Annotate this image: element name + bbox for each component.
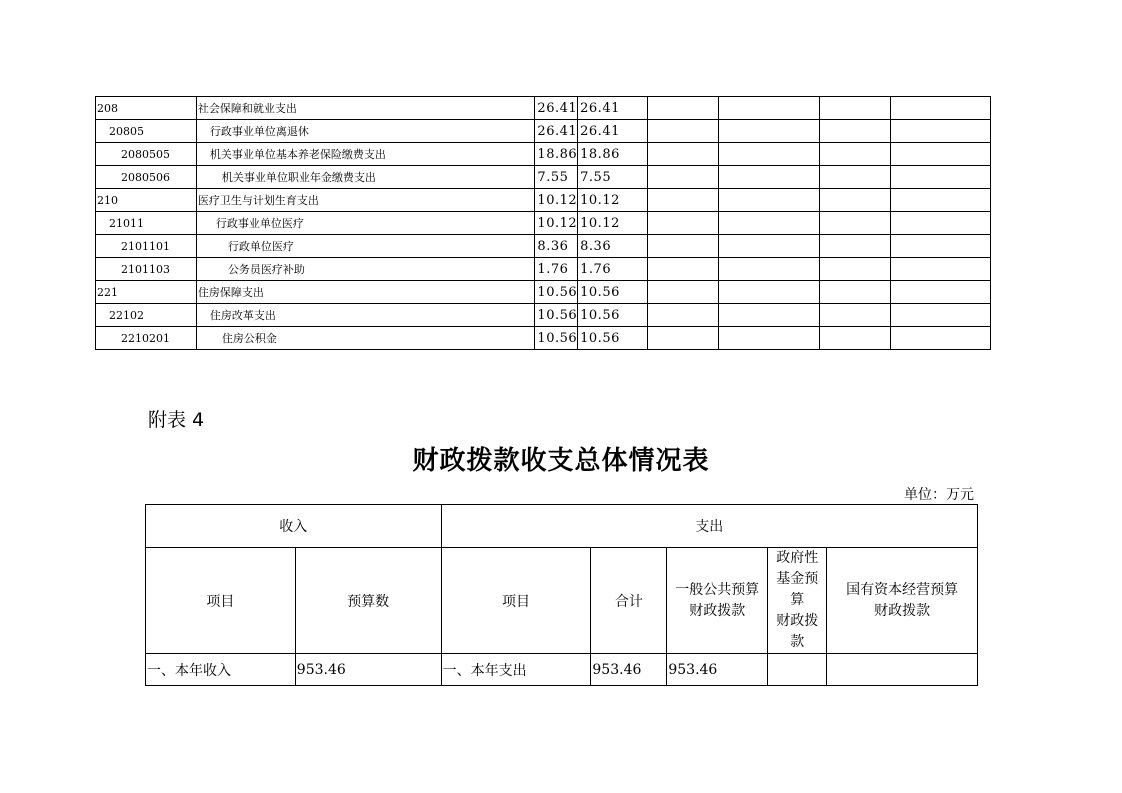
fiscal-summary-table: [145, 504, 978, 686]
row-name: 社会保障和就业支出: [196, 97, 535, 120]
row-empty-cell: [820, 281, 891, 304]
row-empty-cell: [718, 166, 820, 189]
col-general-budget: [667, 548, 768, 654]
row-value-2: 8.36: [578, 235, 648, 258]
table-row: [96, 327, 991, 350]
col-general-line2: 财政拨款: [689, 602, 746, 619]
row-name: 住房保障支出: [196, 281, 535, 304]
row-value-2: 1.76: [578, 258, 648, 281]
row-empty-cell: [891, 304, 991, 327]
row-empty-cell: [820, 97, 891, 120]
row-empty-cell: [648, 120, 719, 143]
row-value-2: 10.56: [578, 281, 648, 304]
expense-header: 支出: [441, 505, 977, 548]
row-name: 公务员医疗补助: [196, 258, 535, 281]
row-name: 行政事业单位医疗: [196, 212, 535, 235]
table-row: [96, 304, 991, 327]
row-empty-cell: [820, 235, 891, 258]
col-gov-fund-line2: 基金预: [776, 571, 819, 587]
row-name: 行政事业单位离退休: [196, 120, 535, 143]
row-value-2: 7.55: [578, 166, 648, 189]
expense-item-cell: 一、本年支出: [441, 654, 591, 686]
row-empty-cell: [648, 97, 719, 120]
row-code: 20805: [96, 120, 197, 143]
row-value-1: 7.55: [535, 166, 578, 189]
row-empty-cell: [820, 143, 891, 166]
col-budget: 预算数: [295, 548, 441, 654]
row-empty-cell: [891, 143, 991, 166]
row-empty-cell: [891, 166, 991, 189]
row-code: 2210201: [96, 327, 197, 350]
col-gov-fund-line4: 财政拨: [776, 613, 819, 629]
row-value-1: 1.76: [535, 258, 578, 281]
row-code: 221: [96, 281, 197, 304]
row-code: 2101103: [96, 258, 197, 281]
col-gov-fund: [768, 548, 827, 654]
row-empty-cell: [891, 327, 991, 350]
row-value-2: 26.41: [578, 97, 648, 120]
row-empty-cell: [820, 166, 891, 189]
table-row: [96, 235, 991, 258]
expense-state-cell: [827, 654, 978, 686]
row-empty-cell: [891, 281, 991, 304]
row-empty-cell: [718, 97, 820, 120]
row-value-1: 26.41: [535, 120, 578, 143]
col-item-expense: 项目: [441, 548, 591, 654]
table-row: [96, 97, 991, 120]
row-empty-cell: [891, 120, 991, 143]
unit-label: 单位：万元: [904, 487, 974, 503]
col-gov-fund-line5: 款: [790, 634, 805, 650]
row-empty-cell: [891, 189, 991, 212]
income-budget-cell: 953.46: [295, 654, 441, 686]
row-name: 机关事业单位职业年金缴费支出: [196, 166, 535, 189]
row-empty-cell: [820, 120, 891, 143]
row-code: 2080506: [96, 166, 197, 189]
row-value-2: 26.41: [578, 120, 648, 143]
page-title: 财政拨款收支总体情况表: [412, 446, 710, 476]
row-empty-cell: [648, 189, 719, 212]
col-total: 合计: [591, 548, 667, 654]
col-gov-fund-line3: 算: [790, 592, 805, 608]
row-empty-cell: [820, 189, 891, 212]
col-state-line1: 国有资本经营预算: [846, 581, 959, 598]
table-row: [96, 143, 991, 166]
row-name: 行政单位医疗: [196, 235, 535, 258]
row-value-1: 10.12: [535, 189, 578, 212]
row-value-1: 10.56: [535, 281, 578, 304]
row-value-2: 10.56: [578, 304, 648, 327]
row-empty-cell: [648, 235, 719, 258]
col-general-line1: 一般公共预算: [675, 581, 760, 598]
table-row: [96, 281, 991, 304]
row-value-1: 10.56: [535, 327, 578, 350]
row-value-1: 8.36: [535, 235, 578, 258]
row-value-1: 18.86: [535, 143, 578, 166]
row-empty-cell: [891, 258, 991, 281]
row-name: 机关事业单位基本养老保险缴费支出: [196, 143, 535, 166]
row-empty-cell: [648, 281, 719, 304]
row-empty-cell: [891, 235, 991, 258]
row-empty-cell: [718, 189, 820, 212]
row-empty-cell: [820, 304, 891, 327]
col-item-income: 项目: [146, 548, 296, 654]
table-row: [96, 189, 991, 212]
row-empty-cell: [648, 304, 719, 327]
income-header: 收入: [146, 505, 442, 548]
row-empty-cell: [820, 258, 891, 281]
row-name: 住房改革支出: [196, 304, 535, 327]
row-name: 医疗卫生与计划生育支出: [196, 189, 535, 212]
row-code: 2101101: [96, 235, 197, 258]
row-value-1: 10.56: [535, 304, 578, 327]
table-row: [96, 212, 991, 235]
row-empty-cell: [718, 304, 820, 327]
expense-total-cell: 953.46: [591, 654, 667, 686]
row-code: 210: [96, 189, 197, 212]
row-empty-cell: [820, 327, 891, 350]
row-empty-cell: [718, 143, 820, 166]
row-value-1: 10.12: [535, 212, 578, 235]
row-empty-cell: [648, 166, 719, 189]
row-code: 21011: [96, 212, 197, 235]
income-item-cell: 一、本年收入: [146, 654, 296, 686]
row-empty-cell: [648, 143, 719, 166]
row-empty-cell: [648, 258, 719, 281]
row-empty-cell: [891, 212, 991, 235]
table-row: [146, 654, 978, 686]
row-value-2: 10.12: [578, 212, 648, 235]
row-value-2: 10.12: [578, 189, 648, 212]
table-row: [96, 166, 991, 189]
row-empty-cell: [648, 327, 719, 350]
col-state-capital: [827, 548, 978, 654]
row-name: 住房公积金: [196, 327, 535, 350]
table-row: [96, 120, 991, 143]
col-state-line2: 财政拨款: [874, 602, 931, 619]
col-gov-fund-line1: 政府性: [776, 550, 819, 566]
row-value-2: 18.86: [578, 143, 648, 166]
row-code: 2080505: [96, 143, 197, 166]
expenditure-detail-table: [95, 96, 991, 350]
row-empty-cell: [820, 212, 891, 235]
row-empty-cell: [718, 327, 820, 350]
row-code: 22102: [96, 304, 197, 327]
expense-gov-fund-cell: [768, 654, 827, 686]
annex-label: 附表 4: [148, 409, 205, 431]
row-code: 208: [96, 97, 197, 120]
row-empty-cell: [648, 212, 719, 235]
row-empty-cell: [718, 212, 820, 235]
table-row: [96, 258, 991, 281]
row-empty-cell: [891, 97, 991, 120]
row-empty-cell: [718, 120, 820, 143]
row-empty-cell: [718, 258, 820, 281]
expense-general-cell: 953.46: [667, 654, 768, 686]
row-value-1: 26.41: [535, 97, 578, 120]
row-empty-cell: [718, 235, 820, 258]
row-value-2: 10.56: [578, 327, 648, 350]
row-empty-cell: [718, 281, 820, 304]
